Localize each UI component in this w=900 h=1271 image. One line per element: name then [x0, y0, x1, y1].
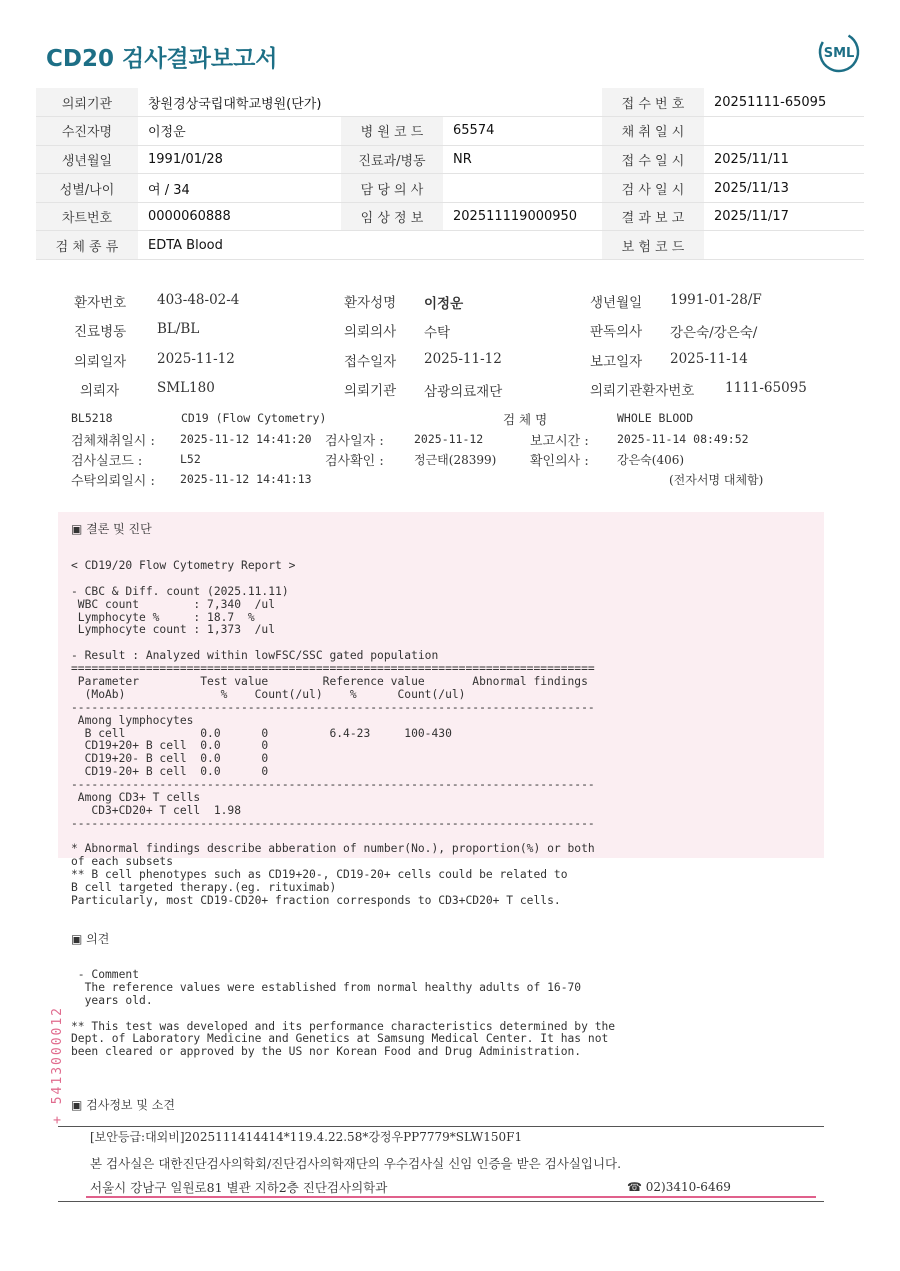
info-value: NR: [443, 145, 602, 174]
patient-field-value: 2025-11-12: [424, 351, 502, 367]
note-line: * Abnormal findings describe abberation of number(No.), proportion(%) or both: [71, 842, 595, 855]
patient-field-value: 2025-11-14: [670, 351, 748, 367]
patient-field-value: 2025-11-12: [157, 351, 235, 367]
divider: [86, 1196, 816, 1198]
report-line: CD19-20+ B cell 0.0 0: [71, 765, 269, 779]
patient-field-label: 접수일자: [344, 354, 397, 370]
opinion-line: [71, 1008, 615, 1021]
testdate-value: 2025-11-12: [414, 432, 484, 446]
info-row: [36, 117, 864, 146]
info-value: 여 / 34: [138, 174, 341, 203]
note-line: B cell targeted therapy.(eg. rituximab): [71, 880, 337, 894]
info-value: 2025/11/17: [704, 202, 864, 231]
info-label: 의뢰기관: [36, 88, 138, 117]
patient-field-label: 생년월일: [590, 295, 643, 311]
patient-field-value: 강은숙/강은숙/: [670, 325, 758, 341]
abnormal-findings-notes: [71, 843, 595, 907]
report-line: =============================================================================: [71, 662, 595, 676]
verify-label: 검사확인 :: [325, 454, 384, 469]
opinion-line: years old.: [71, 993, 153, 1007]
info-value: 0000060888: [138, 202, 341, 231]
info-row: [36, 174, 864, 203]
specimen-value: WHOLE BLOOD: [617, 411, 694, 425]
divider: [58, 1201, 824, 1202]
note-line: of each subsets: [71, 854, 174, 868]
report-line: WBC count : 7,340 /ul: [71, 597, 276, 611]
patient-field-label: 환자성명: [344, 295, 397, 311]
note-line: ** B cell phenotypes such as CD19+20-, CD19-20+ cells could be related to: [71, 867, 568, 881]
divider: [58, 1126, 824, 1127]
patient-field-label: 의뢰의사: [344, 324, 397, 340]
report-line: - CBC & Diff. count (2025.11.11): [71, 584, 289, 598]
info-value: 이정운: [138, 117, 341, 146]
opinion-line: The reference values were established from normal healthy adults of 16-70: [71, 980, 582, 994]
info-label: 성별/나이: [36, 174, 138, 203]
patient-field-value: 403-48-02-4: [157, 292, 240, 308]
info-label: 접 수 일 시: [602, 145, 704, 174]
info-label: 생년월일: [36, 145, 138, 174]
opinion-line: been cleared or approved by the US nor Korean Food and Drug Administration.: [71, 1045, 582, 1059]
verify-value: 정근태(28399): [414, 453, 497, 467]
report-line: Among lymphocytes: [71, 713, 194, 727]
report-line: -----------------------------------------------------------------------------: [71, 700, 595, 714]
reporttime-value: 2025-11-14 08:49:52: [617, 432, 749, 446]
info-label: 채 취 일 시: [602, 117, 704, 146]
reporttime-label: 보고시간 :: [530, 434, 589, 449]
labcode-value: L52: [180, 452, 201, 466]
info-label: 결 과 보 고: [602, 202, 704, 231]
patient-field-label: 의뢰기관: [344, 383, 397, 399]
info-value: 65574: [443, 117, 602, 146]
patient-field-label: 의뢰자: [80, 383, 120, 399]
patient-field-label: 보고일자: [590, 354, 643, 370]
report-line: Parameter Test value Reference value Abnormal findings: [71, 675, 588, 689]
report-line: B cell 0.0 0 6.4-23 100-430: [71, 726, 452, 740]
info-label: 임 상 정 보: [341, 202, 443, 231]
esign-note: (전자서명 대체함): [669, 473, 764, 487]
exam-info-heading: ▣ 검사정보 및 소견: [71, 1098, 175, 1112]
info-row: [36, 231, 864, 260]
sml-logo: [817, 30, 861, 74]
report-line: -----------------------------------------------------------------------------: [71, 778, 595, 792]
report-line: CD3+CD20+ T cell 1.98: [71, 803, 242, 817]
patient-field-label: 환자번호: [74, 295, 127, 311]
report-line: Among CD3+ T cells: [71, 791, 201, 805]
info-value: 20251111-65095: [704, 88, 864, 117]
test-code: BL5218: [71, 411, 113, 425]
collect-value: 2025-11-12 14:41:20: [180, 432, 312, 446]
info-label: 담 당 의 사: [341, 174, 443, 203]
consign-value: 2025-11-12 14:41:13: [180, 472, 312, 486]
info-table: [36, 88, 864, 260]
info-label: 검 사 일 시: [602, 174, 704, 203]
opinion-comment: [71, 969, 615, 1059]
patient-field-value: SML180: [157, 380, 215, 396]
patient-field-value: 1991-01-28/F: [670, 292, 762, 308]
note-line: Particularly, most CD19-CD20+ fraction corresponds to CD3+CD20+ T cells.: [71, 893, 561, 907]
info-row: [36, 88, 864, 117]
consign-label: 수탁의뢰일시 :: [71, 474, 155, 489]
info-value: 1991/01/28: [138, 145, 341, 174]
logo-text: SML: [823, 46, 855, 61]
info-value: [704, 231, 864, 260]
patient-field-value: 1111-65095: [725, 380, 807, 396]
report-line: [71, 573, 595, 586]
confirm-label: 확인의사 :: [530, 454, 589, 469]
report-line: Lymphocyte % : 18.7 %: [71, 610, 255, 624]
patient-field-label: 판독의사: [590, 324, 643, 340]
patient-field-label: 의뢰일자: [74, 354, 127, 370]
report-line: CD19+20- B cell 0.0 0: [71, 752, 269, 766]
info-label: 보 험 코 드: [602, 231, 704, 260]
info-label: 병 원 코 드: [341, 117, 443, 146]
test-name: CD19 (Flow Cytometry): [181, 411, 327, 425]
flow-cytometry-report: [71, 560, 595, 831]
info-value: 202511119000950: [443, 202, 602, 231]
margin-barcode-text: + 5413000012: [50, 1006, 65, 1124]
info-label: 차트번호: [36, 202, 138, 231]
info-row: [36, 145, 864, 174]
confirm-value: 강은숙(406): [617, 453, 685, 467]
conclusion-heading: ▣ 결론 및 진단: [71, 522, 152, 536]
info-label: 진료과/병동: [341, 145, 443, 174]
security-line: [보안등급:대외비]2025111414414*119.4.22.58*강정우PP7779*SLW150F1: [90, 1130, 523, 1144]
patient-field-value: BL/BL: [157, 321, 200, 337]
info-label: 접 수 번 호: [602, 88, 704, 117]
report-line: < CD19/20 Flow Cytometry Report >: [71, 559, 296, 572]
info-label: 검 체 종 류: [36, 231, 138, 260]
info-value: [704, 117, 864, 146]
report-line: (MoAb) % Count(/ul) % Count(/ul): [71, 687, 466, 701]
info-label: 수진자명: [36, 117, 138, 146]
report-line: CD19+20+ B cell 0.0 0: [71, 739, 269, 753]
collect-label: 검체채취일시 :: [71, 434, 155, 449]
report-line: - Result : Analyzed within lowFSC/SSC gated population: [71, 649, 439, 663]
opinion-line: ** This test was developed and its performance characteristics determined by the: [71, 1019, 616, 1033]
patient-field-value: 수탁: [424, 325, 451, 341]
lab-address: 서울시 강남구 일원로81 별관 지하2층 진단검사의학과: [90, 1180, 388, 1195]
info-value: EDTA Blood: [138, 231, 602, 260]
testdate-label: 검사일자 :: [325, 434, 384, 449]
opinion-line: Dept. of Laboratory Medicine and Genetics at Samsung Medical Center. It has not: [71, 1032, 609, 1046]
patient-field-value: 이정운: [424, 296, 464, 312]
certification-line: 본 검사실은 대한진단검사의학회/진단검사의학재단의 우수검사실 신임 인증을 받은 검사실입니다.: [90, 1156, 622, 1171]
opinion-line: - Comment: [71, 968, 140, 981]
page-title: CD20 검사결과보고서: [46, 46, 278, 72]
report-line: Lymphocyte count : 1,373 /ul: [71, 623, 276, 637]
info-value: [443, 174, 602, 203]
info-value: 2025/11/13: [704, 174, 864, 203]
patient-field-value: 삼광의료재단: [424, 384, 503, 400]
patient-field-label: 진료병동: [74, 324, 127, 340]
labcode-label: 검사실코드 :: [71, 454, 143, 469]
patient-field-label: 의뢰기관환자번호: [590, 383, 695, 399]
info-value: 2025/11/11: [704, 145, 864, 174]
report-line: -----------------------------------------------------------------------------: [71, 816, 595, 830]
info-row: [36, 202, 864, 231]
lab-phone: ☎ 02)3410-6469: [627, 1180, 731, 1194]
specimen-label: 검 체 명: [503, 412, 548, 427]
info-value: 창원경상국립대학교병원(단가): [138, 88, 602, 117]
opinion-heading: ▣ 의견: [71, 932, 110, 946]
